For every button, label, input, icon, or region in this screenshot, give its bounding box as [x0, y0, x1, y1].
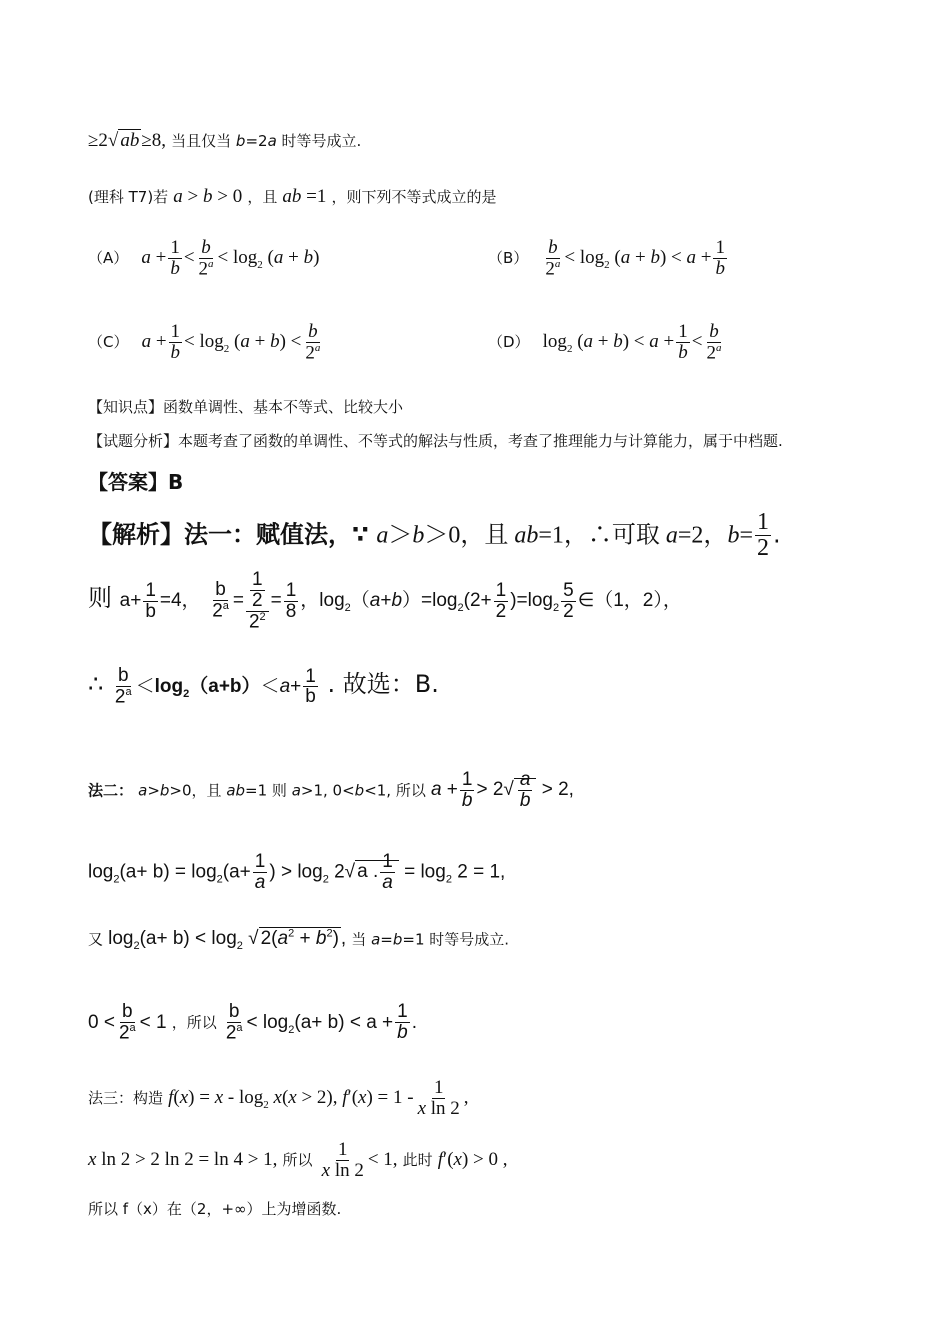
method2: 法二： a>b>0，且 ab=1 则 a>1, 0<b<1, 所以 a + $\frac{1}{b}$ > 2√ $\frac{a}{b}$ > 2, — [88, 769, 574, 811]
option-b: （B） $\frac{b}{2^a}$ < $\log_2 (a + b) < a$ + $\frac{1}{b}$ — [488, 237, 725, 280]
method3: 法三：构造 $f(x) = x - \log_2 x(x > 2)$, f′(x) = 1 - $\frac{1}{\text{x ln 2}}$ , — [88, 1077, 469, 1119]
solution-method1-line2: 则 a+ $\frac{1}{b}$ =4， $\frac{b}{2^a}$ = $\frac{\frac{1}{2}}{2^2}$ = $\frac{1}{8}$ ，$\log_2(a+b)=\log_2(2+$ $\frac{1}{2}$ )$=\log_2$ $\frac{5}{2}$ ∈（1，2）， — [88, 569, 682, 633]
option-d: （D） $\log_2 (a + b) < a$ + $\frac{1}{b}$ < $\frac{b}{2^a}$ — [488, 321, 722, 364]
answer: 【答案】B — [88, 470, 184, 494]
method2-line3: 又 $\log_2(a+ b) < \log_2$ √ $2(a^2 + b^2)$ , 当 a=b=1 时等号成立. — [88, 928, 510, 953]
problem-analysis: 【试题分析】本题考查了函数的单调性、不等式的解法与性质，考查了推理能力与计算能力，属于中档题. — [88, 432, 783, 450]
solution-method1: 【解析】法一：赋值法，∵ a＞b＞0，且 ab=1，∴可取 a=2，b= $\frac{1}{2}$ . — [88, 509, 781, 562]
method3-line2: x ln 2 > 2 ln 2 = ln 4 > 1, 所以 $\frac{1}{\text{x ln 2}}$ < 1, 此时 f′(x) > 0 , — [88, 1139, 508, 1181]
solution-method1-line3: ∴ $\frac{b}{2^a}$ $<\log_2(a+b)<a+$ $\frac{1}{b}$ . 故选：B. — [88, 665, 439, 708]
option-a: （A） a + $\frac{1}{b}$ < $\frac{b}{2^a}$ < $\log_2 (a + b)$ — [88, 237, 320, 280]
method2-line4: 0 < $\frac{b}{2^a}$ < 1 ，所以 $\frac{b}{2^a}$ < $\log_2(a+ b) < a$ + $\frac{1}{b}$ . — [88, 1001, 417, 1044]
question: (理科 T7)若 a > b > 0 ，且 ab =1 ，则下列不等式成立的是 — [88, 186, 497, 207]
line-equality: ≥2√ ab ≥8, 当且仅当 b=2a 时等号成立. — [88, 130, 362, 151]
equality-condition: 当且仅当 b=2a 时等号成立. — [171, 132, 362, 150]
method2-line2: $\log_2(a+ b) = \log_2(a+$ $\frac{1}{a}$ ) > $\log_2 2√$ a . $\frac{1}{a}$ = $\log_2 2 = 1$, — [88, 851, 506, 893]
conclusion: 所以 f（x）在（2，+∞）上为增函数. — [88, 1200, 342, 1218]
knowledge-point: 【知识点】函数单调性、基本不等式、比较大小 — [88, 398, 404, 416]
option-c: （C） a + $\frac{1}{b}$ < $\log_2 (a + b)$ < $\frac{b}{2^a}$ — [88, 321, 321, 364]
